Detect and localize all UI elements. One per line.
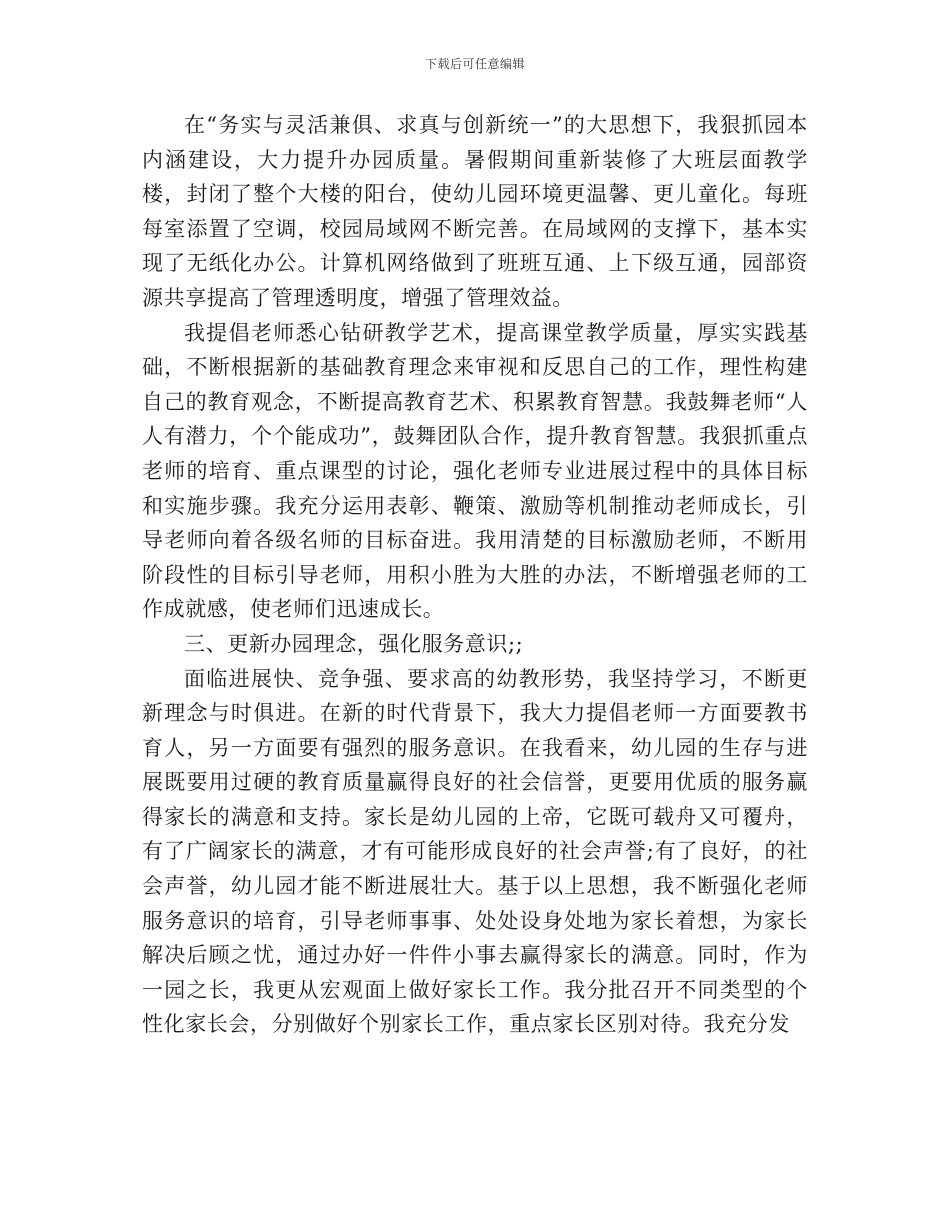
paragraph-service-awareness: 面临进展快、竞争强、要求高的幼教形势，我坚持学习，不断更新理念与时俱进。在新的时代背景下，我大力提倡老师一方面要教书育人，另一方面要有强烈的服务意识。在我看来，幼儿园的生存与进展既要用过硬的教育质量赢得良好的社会信誉，更要用优质的服务赢得家长的满意和支持。家长是幼儿园的上帝，它既可载舟又可覆舟，有了广阔家长的满意，才有可能形成良好的社会声誉;有了良好，的社会声誉，幼儿园才能不断进展壮大。基于以上思想，我不断强化老师服务意识的培育，引导老师事事、处处设身处地为家长着想，为家长解决后顾之忧，通过办好一件件小事去赢得家长的满意。同时，作为一园之长，我更从宏观面上做好家长工作。我分批召开不同类型的个性化家长会，分别做好个别家长工作，重点家长区别对待。我充分发 — [142, 666, 808, 1037]
document-body — [142, 108, 808, 1042]
paragraph-campus-construction: 在“务实与灵活兼俱、求真与创新统一”的大思想下，我狠抓园本内涵建设，大力提升办园质量。暑假期间重新装修了大班层面教学楼，封闭了整个大楼的阳台，使幼儿园环境更温馨、更儿童化。每班每室添置了空调，校园局域网不断完善。在局域网的支撑下，基本实现了无纸化办公。计算机网络做到了班班互通、上下级互通，园部资源共享提高了管理透明度，增强了管理效益。 — [142, 113, 808, 310]
page-header: 下载后可任意编辑 — [424, 57, 525, 71]
section-heading: 三、更新办园理念，强化服务意识;; — [184, 631, 524, 656]
paragraph-teacher-development: 我提倡老师悉心钻研教学艺术，提高课堂教学质量，厚实实践基础，不断根据新的基础教育理念来审视和反思自己的工作，理性构建自己的教育观念，不断提高教育艺术、积累教育智慧。我鼓舞老师“人人有潜力，个个能成功”，鼓舞团队合作，提升教育智慧。我狠抓重点老师的培育、重点课型的讨论，强化老师专业进展过程中的具体目标和实施步骤。我充分运用表彰、鞭策、激励等机制推动老师成长，引导老师向着各级名师的目标奋进。我用清楚的目标激励老师，不断用阶段性的目标引导老师，用积小胜为大胜的办法，不断增强老师的工作成就感，使老师们迅速成长。 — [142, 320, 808, 622]
